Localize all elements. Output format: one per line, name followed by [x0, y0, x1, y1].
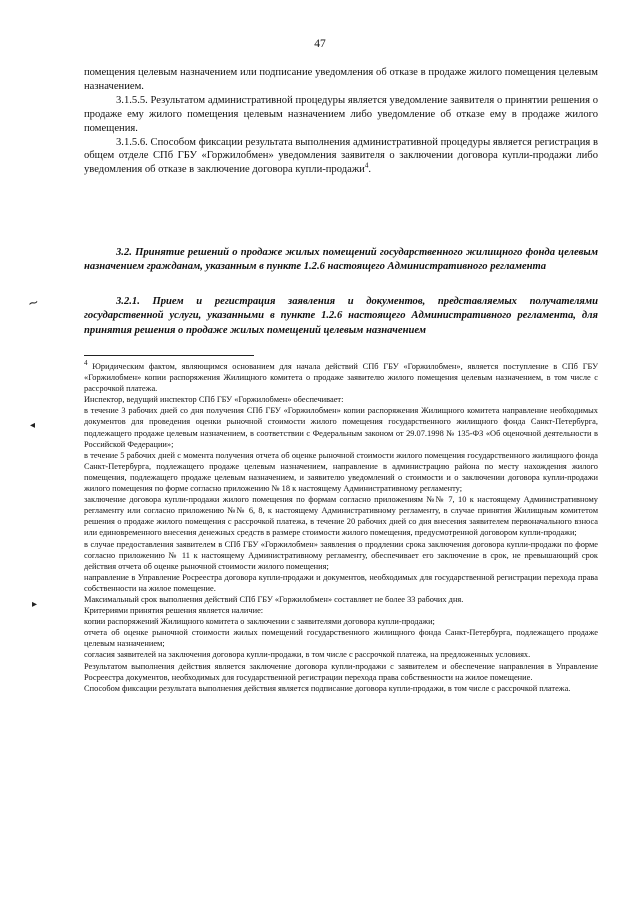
footnote-line: направление в Управление Росреестра договора купли-продажи и документов, необходимых для государственной регистрации перехода права собственности на жилое помещение. — [84, 572, 598, 593]
page-number: 47 — [314, 38, 326, 50]
footnote-line: согласия заявителей на заключения договора купли-продажи, в том числе с рассрочкой платежа, на предложенных условиях. — [84, 650, 531, 660]
main-text — [84, 66, 598, 177]
paragraph-3-1-5-5: 3.1.5.5. Результатом административной процедуры является уведомление заявителя о принятии решения о продаже ему жилого помещения целевым назначением либо уведомление об отказе ему в продаже жилого помещения. — [84, 94, 598, 134]
footnote-line: Максимальный срок выполнения действий СПб ГБУ «Горжилобмен» составляет не более 33 рабочих дня. — [84, 594, 464, 604]
margin-right-arrow-icon: ▸ — [32, 599, 38, 610]
footnote-line: в случае предоставления заявителем в СПб ГБУ «Горжилобмен» заявления о продлении срока заключения договора купли-продажи по форме согласно приложению № 11 к настоящему Административному регламенту, обеспечивает его заключение в срок, не превышающий срок действия отчета об оценке рыночной стоимости жилого помещения; — [84, 539, 598, 571]
footnote-line: отчета об оценке рыночной стоимости жилых помещений государственного жилищного фонда Санкт-Петербурга, подлежащего продаже целевым назначением; — [84, 628, 598, 649]
footnote-line: заключение договора купли-продажи жилого помещения по формам согласно приложениям №№ 7, 10 к настоящему Административному регламенту или согласно приложению №№ 6, 8, к настоящему Административному регламенту, в случае принятия Жилищным комитетом решения о продаже жилого помещения с рассрочкой платежа, в течение 20 рабочих дней со дня внесения заявителем первоначального взноса или единовременного внесения денежных средств в размере стоимости жилого помещения, предусмотренной договором купли-продажи; — [84, 495, 598, 538]
heading-3-2: 3.2. Принятие решений о продаже жилых помещений государственного жилищного фонда целевым назначением гражданам, указанным в пункте 1.2.6 настоящего Административного регламента — [84, 247, 598, 273]
footnote-ref: 4 — [364, 161, 369, 170]
footnote-line: Способом фиксации результата выполнения действия является подписание договора купли-продажи, в том числе с рассрочкой платежа. — [84, 683, 571, 693]
paragraph-3-1-5-6 — [84, 136, 598, 178]
footnote-separator — [84, 355, 254, 356]
margin-tilde-mark-icon: ~ — [26, 294, 41, 313]
footnotes — [84, 361, 598, 694]
section-3-2 — [84, 246, 598, 275]
footnote-line: в течение 3 рабочих дней со дня получения СПб ГБУ «Горжилобмен» копии распоряжения Жилищного комитета направление необходимых документов для проведения оценки рыночной стоимости жилого помещения государственного жилищного фонда Санкт-Петербурга, подлежащего продаже целевым назначением, в соответствии с Федеральным законом от 29.07.1998 № 135-ФЗ «Об оценочной деятельности в Российской Федерации»; — [84, 406, 598, 449]
footnote-line: копии распоряжений Жилищного комитета о заключении с заявителями договора купли-продажи; — [84, 617, 435, 627]
footnote-4-text: Юридическим фактом, являющимся основанием для начала действий СПб ГБУ «Горжилобмен», является поступление в СПб ГБУ «Горжилобмен» копии распоряжения Жилищного комитета о продаже заявителю жилого помещения целевым назначением, в том числе с рассрочкой платежа. — [84, 362, 598, 394]
footnote-4 — [84, 361, 598, 394]
paragraph-3-1-5-6-text: 3.1.5.6. Способом фиксации результата выполнения административной процедуры является регистрация в общем отделе СПб ГБУ «Горжилобмен» уведомления заявителя о заключении договора купли-продажи либо уведомления об отказе в заключение договора купли-продажи — [84, 136, 598, 176]
footnote-line: Критериями принятия решения является наличие: — [84, 606, 264, 616]
heading-3-2-1-text: Прием и регистрация заявления и документов, представляемых получателями государственной услуги, указанными в пункте 1.2.6 настоящего Административного регламента, для принятия решения о продаже жилых помещений целевым назначением — [84, 296, 598, 336]
footnote-line: Инспектор, ведущий инспектор СПб ГБУ «Горжилобмен» обеспечивает: — [84, 395, 344, 405]
intro-paragraph: помещения целевым назначением или подписание уведомления об отказе в продаже жилого помещения целевым назначением. — [84, 67, 598, 92]
footnote-line: в течение 5 рабочих дней с момента получения отчета об оценке рыночной стоимости жилого помещения государственного жилищного фонда Санкт-Петербурга, подлежащего продаже целевым назначением, направление в администрацию района по месту нахождения жилого помещения, подлежащего продаже целевым назначением, и заявителю уведомлений о стоимости и о заключении договора купли-продажи жилого помещения по форме согласно приложению № 18 к настоящему Административному регламенту; — [84, 450, 598, 494]
heading-3-2-1 — [84, 295, 598, 338]
paragraph-end: . — [368, 164, 371, 176]
section-3-2-1 — [84, 295, 598, 338]
footnote-mark: 4 — [84, 359, 88, 368]
margin-left-arrow-icon: ◂ — [30, 420, 36, 431]
heading-3-2-1-number: 3.2.1. — [116, 296, 140, 307]
footnote-line: Результатом выполнения действия является заключение договора купли-продажи с заявителем и обеспечение направления в Управление Росреестра документов, необходимых для государственной регистрации перехода права собственности на жилое помещение. — [84, 661, 598, 682]
